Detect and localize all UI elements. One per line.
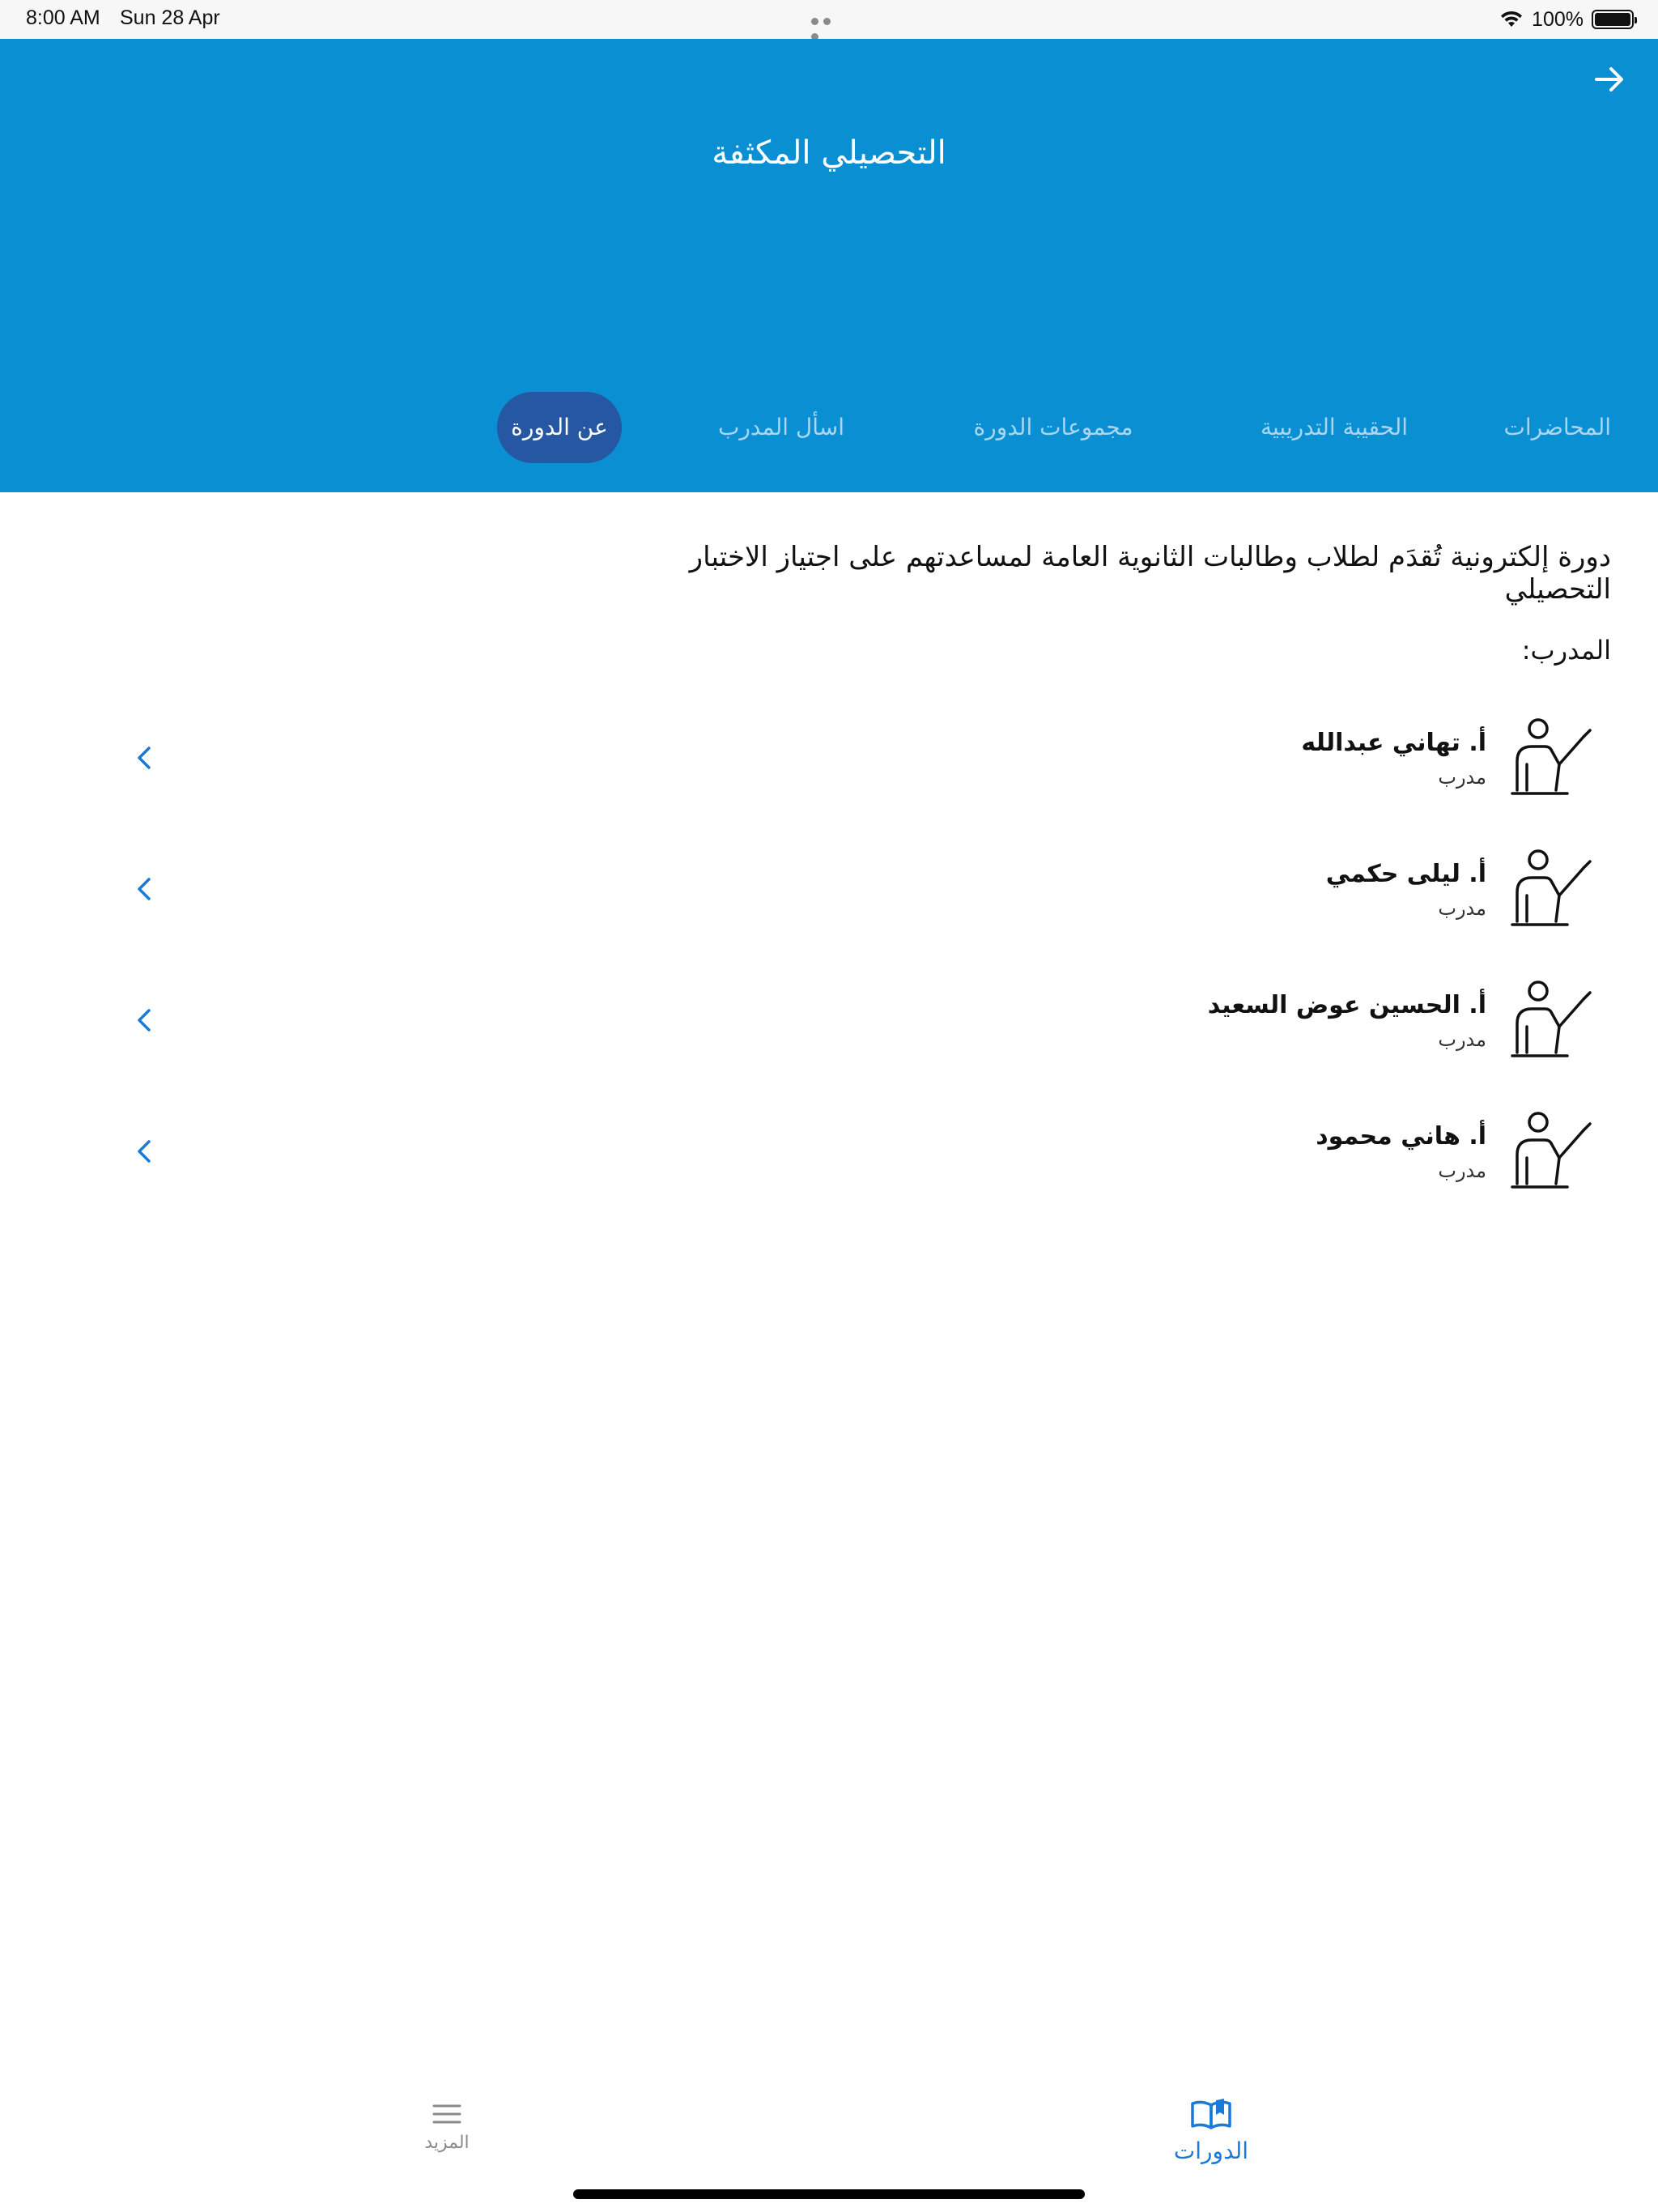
tab-ask-trainer[interactable]: اسأل المدرب <box>717 414 845 440</box>
hamburger-menu-icon <box>432 2102 461 2126</box>
trainer-name: أ. ليلى حكمي <box>1325 860 1486 888</box>
wifi-icon <box>1499 10 1524 29</box>
battery-percent: 100% <box>1532 7 1584 31</box>
trainer-row[interactable] <box>0 706 1658 811</box>
arrow-right-icon[interactable] <box>1590 60 1629 99</box>
trainer-row[interactable] <box>0 837 1658 942</box>
tab-training-bag[interactable]: الحقيبة التدريبية <box>1260 414 1409 440</box>
home-indicator[interactable] <box>573 2189 1085 2199</box>
tab-lectures[interactable]: المحاضرات <box>1503 414 1611 440</box>
status-date: Sun 28 Apr <box>120 6 220 29</box>
status-indicators <box>1499 5 1634 34</box>
tabbar-courses[interactable] <box>1130 2073 1292 2186</box>
trainers-heading: المدرب: <box>1521 635 1611 666</box>
tab-course-groups[interactable]: مجموعات الدورة <box>973 414 1133 440</box>
teacher-icon <box>1503 845 1592 934</box>
tab-about-course[interactable]: عن الدورة <box>497 392 622 463</box>
teacher-icon <box>1503 976 1592 1066</box>
trainer-row[interactable] <box>0 968 1658 1074</box>
tabbar-more[interactable] <box>366 2073 528 2186</box>
trainer-row[interactable] <box>0 1100 1658 1205</box>
status-bar <box>0 0 1658 39</box>
course-tabs <box>0 392 1658 470</box>
status-time: 8:00 AM <box>26 6 100 29</box>
trainer-name: أ. الحسين عوض السعيد <box>1207 991 1486 1019</box>
trainer-role: مدرب <box>1438 1028 1486 1051</box>
page-title: التحصيلي المكثفة <box>712 134 946 172</box>
teacher-icon <box>1503 1108 1592 1197</box>
chevron-left-icon[interactable] <box>134 873 154 905</box>
tabbar-courses-label: الدورات <box>1173 2138 1249 2164</box>
chevron-left-icon[interactable] <box>134 1135 154 1168</box>
chevron-left-icon[interactable] <box>134 742 154 774</box>
course-header <box>0 39 1658 492</box>
course-description: دورة إلكترونية تُقدَم لطلاب وطالبات الثانوية العامة لمساعدتهم على اجتياز الاختبار التحصيلي <box>689 541 1611 606</box>
trainer-role: مدرب <box>1438 766 1486 789</box>
trainer-role: مدرب <box>1438 897 1486 920</box>
teacher-icon <box>1503 714 1592 803</box>
multitasking-dots-icon[interactable] <box>811 13 847 24</box>
trainer-role: مدرب <box>1438 1159 1486 1182</box>
chevron-left-icon[interactable] <box>134 1004 154 1036</box>
open-book-icon <box>1189 2097 1233 2131</box>
trainer-name: أ. تهاني عبدالله <box>1301 729 1486 757</box>
trainer-name: أ. هاني محمود <box>1316 1122 1486 1151</box>
battery-icon <box>1592 10 1634 29</box>
tabbar-more-label: المزيد <box>424 2133 470 2153</box>
